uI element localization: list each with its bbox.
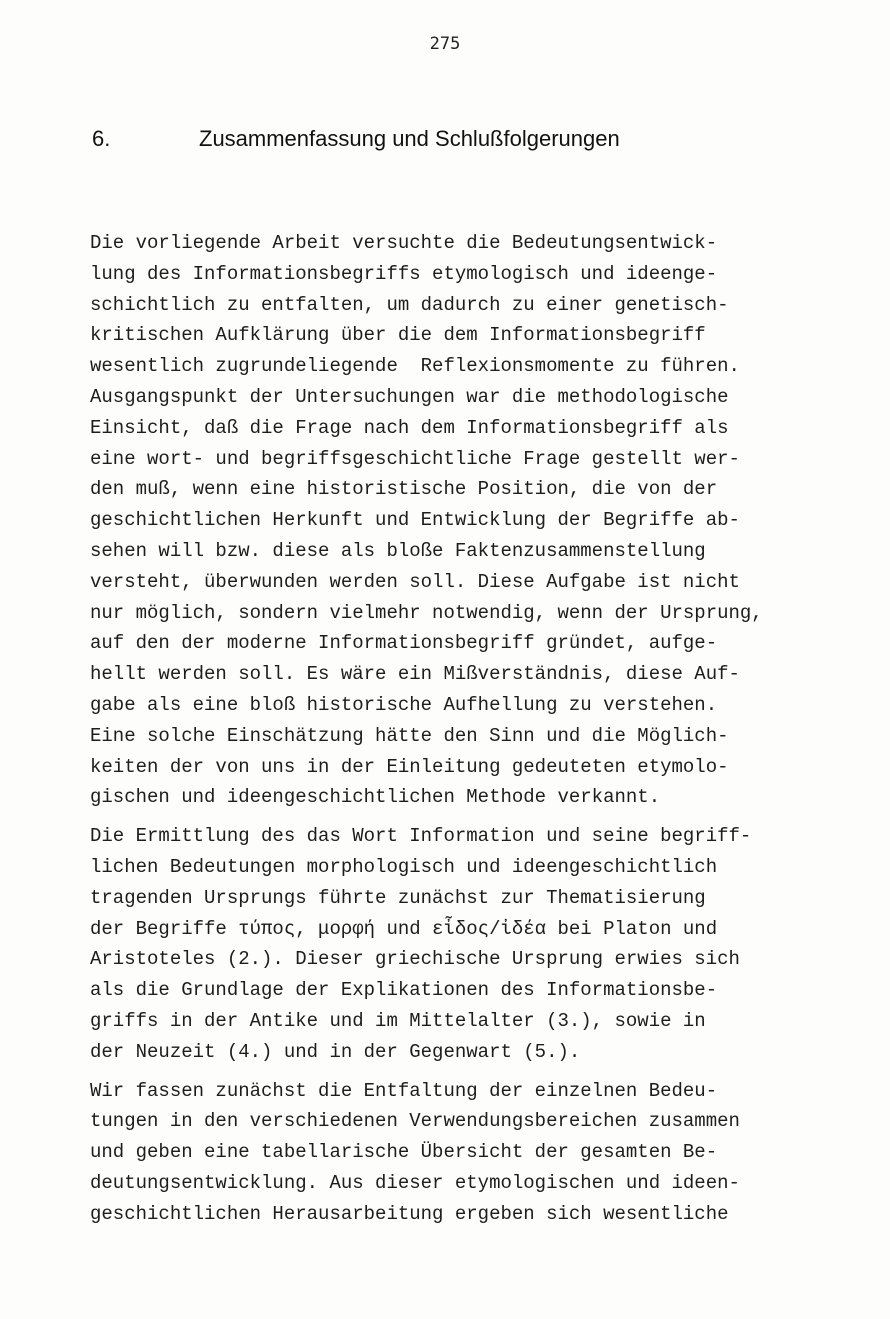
section-number: 6. [92,126,111,151]
text-line: gischen und ideengeschichtlichen Methode verkannt. [90,786,661,809]
text-line: auf den der moderne Informationsbegriff gründet, aufge- [90,632,718,655]
text-line: und geben eine tabellarische Übersicht der gesamten Be- [90,1141,718,1164]
text-line: kritischen Aufklärung über die dem Informationsbegriff [90,324,706,347]
text-line: versteht, überwunden werden soll. Diese Aufgabe ist nicht [90,570,740,593]
body-text [90,228,850,1230]
section-title: Zusammenfassung und Schlußfolgerungen [199,126,620,151]
text-line: wesentlich zugrundeliegende Reflexionsmomente zu führen. [90,355,740,378]
text-line: lichen Bedeutungen morphologisch und ideengeschichtlich [90,855,718,878]
text-line: tragenden Ursprungs führte zunächst zur Thematisierung [90,886,706,909]
text-line: als die Grundlage der Explikationen des Informationsbe- [90,979,718,1002]
text-line: keiten der von uns in der Einleitung gedeuteten etymolo- [90,755,729,778]
text-line: der Begriffe τύπος, μορφή und εἶδος/ἰδέα bei Platon und [90,917,718,940]
text-line: Wir fassen zunächst die Entfaltung der einzelnen Bedeu- [90,1079,718,1102]
text-line: Die Ermittlung des das Wort Information und seine begriff- [90,825,752,848]
section-heading [92,126,620,152]
text-line: Die vorliegende Arbeit versuchte die Bedeutungsentwick- [90,232,718,254]
text-line: sehen will bzw. diese als bloße Faktenzusammenstellung [90,539,706,562]
text-line: Aristoteles (2.). Dieser griechische Ursprung erwies sich [90,948,740,971]
paragraph-3 [90,1076,850,1230]
text-line: geschichtlichen Herkunft und Entwicklung der Begriffe ab- [90,509,740,532]
text-line: lung des Informationsbegriffs etymologisch und ideenge- [90,262,718,285]
text-line: griffs in der Antike und im Mittelalter (3.), sowie in [90,1009,706,1032]
text-line: den muß, wenn eine historistische Position, die von der [90,478,718,501]
text-line: geschichtlichen Herausarbeitung ergeben sich wesentliche [90,1202,729,1225]
text-line: tungen in den verschiedenen Verwendungsbereichen zusammen [90,1110,740,1133]
text-line: Einsicht, daß die Frage nach dem Informationsbegriff als [90,416,729,439]
paragraph-1 [90,228,850,813]
page-number: 275 [429,34,461,54]
text-line: Ausgangspunkt der Untersuchungen war die methodologische [90,385,729,408]
text-line: gabe als eine bloß historische Aufhellung zu verstehen. [90,693,718,716]
text-line: Eine solche Einschätzung hätte den Sinn und die Möglich- [90,724,729,747]
text-line: eine wort- und begriffsgeschichtliche Frage gestellt wer- [90,447,740,470]
text-line: hellt werden soll. Es wäre ein Mißverständnis, diese Auf- [90,663,740,686]
text-line: deutungsentwicklung. Aus dieser etymologischen und ideen- [90,1171,740,1194]
text-line: der Neuzeit (4.) und in der Gegenwart (5.). [90,1040,581,1063]
text-line: nur möglich, sondern vielmehr notwendig, wenn der Ursprung, [90,601,763,624]
text-line: schichtlich zu entfalten, um dadurch zu einer genetisch- [90,293,729,316]
paragraph-2 [90,821,850,1067]
